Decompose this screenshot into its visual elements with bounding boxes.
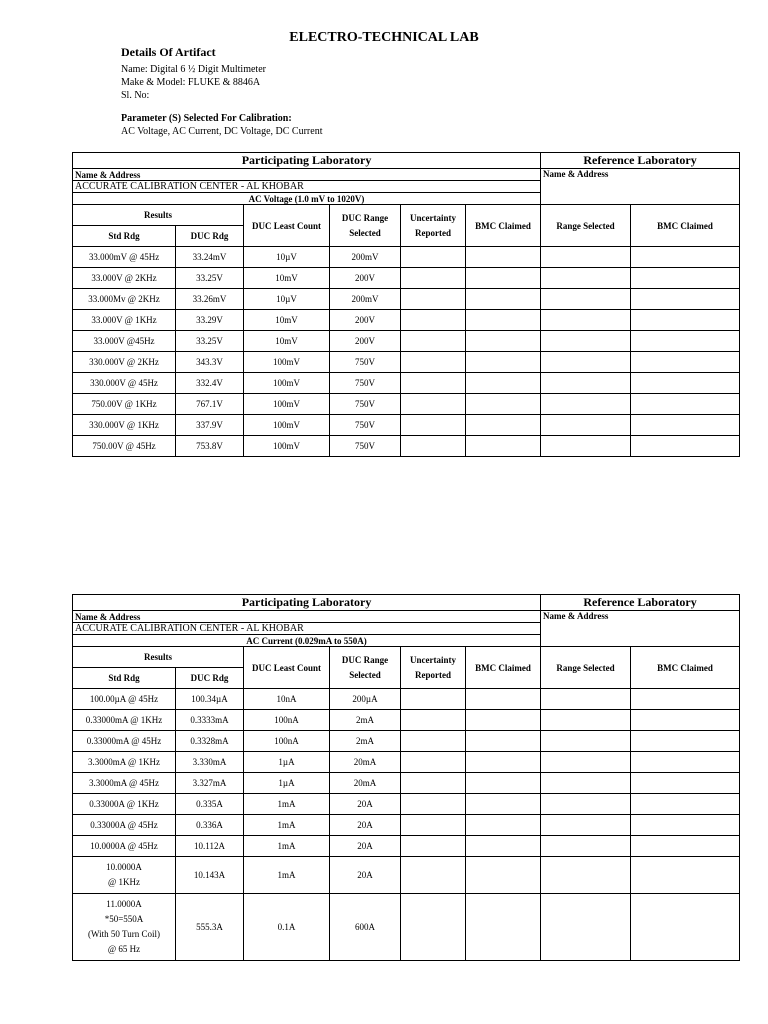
duc-rdg-cell: 3.327mA [176,773,244,794]
table-row [73,773,740,794]
table-row [73,352,740,373]
range-cell: 20A [330,794,401,815]
reference-bmc-cell [631,894,740,961]
range-cell: 200V [330,268,401,289]
range-cell: 20mA [330,752,401,773]
least-count-cell: 100nA [244,731,330,752]
range-cell: 2mA [330,731,401,752]
duc-rdg-cell: 33.29V [176,310,244,331]
table-row [73,289,740,310]
range-selected-cell [541,247,631,268]
duc-rdg-cell: 0.3328mA [176,731,244,752]
calibration-table-ac-current [72,594,740,961]
range-selected-cell [541,331,631,352]
reference-bmc-header: BMC Claimed [631,205,740,247]
range-cell: 750V [330,352,401,373]
std-rdg-cell: 100.00µA @ 45Hz [73,689,176,710]
table-row [73,794,740,815]
name-address-label: Name & Address [73,169,541,181]
table-row [73,815,740,836]
reference-bmc-cell [631,247,740,268]
reference-bmc-cell [631,415,740,436]
bmc-cell [466,310,541,331]
std-rdg-cell: 0.33000mA @ 1KHz [73,710,176,731]
uncertainty-cell [401,731,466,752]
reference-lab-header: Reference Laboratory [541,153,740,169]
uncertainty-cell [401,268,466,289]
table-row [73,710,740,731]
range-selected-cell [541,752,631,773]
uncertainty-cell [401,815,466,836]
least-count-cell: 100mV [244,352,330,373]
bmc-cell [466,373,541,394]
bmc-cell [466,247,541,268]
reference-bmc-cell [631,394,740,415]
duc-rdg-cell: 343.3V [176,352,244,373]
bmc-cell [466,331,541,352]
reference-bmc-cell [631,857,740,894]
range-selected-cell [541,415,631,436]
std-rdg-line: *50=550A [104,914,144,924]
bmc-cell [466,773,541,794]
std-rdg-cell: 3.3000mA @ 45Hz [73,773,176,794]
least-count-cell: 1µA [244,752,330,773]
bmc-cell [466,857,541,894]
range-selected-cell [541,731,631,752]
least-count-cell: 1µA [244,773,330,794]
reference-bmc-cell [631,794,740,815]
duc-rdg-cell: 767.1V [176,394,244,415]
std-rdg-cell: 0.33000A @ 45Hz [73,815,176,836]
range-cell: 20mA [330,773,401,794]
range-cell: 200V [330,331,401,352]
duc-rdg-cell: 555.3A [176,894,244,961]
reference-lab-header: Reference Laboratory [541,595,740,611]
reference-bmc-cell [631,268,740,289]
std-rdg-cell: 330.000V @ 1KHz [73,415,176,436]
range-cell: 200mV [330,289,401,310]
least-count-cell: 10nA [244,689,330,710]
table-row [73,894,740,961]
least-count-cell: 10mV [244,310,330,331]
std-rdg-cell: 33.000V @ 2KHz [73,268,176,289]
range-cell: 750V [330,394,401,415]
std-rdg-cell: 10.0000A @ 45Hz [73,836,176,857]
reference-name-address-label: Name & Address [541,611,740,647]
calibration-table-ac-voltage [72,152,740,457]
range-selected-header: Range Selected [541,647,631,689]
uncertainty-cell [401,836,466,857]
name-address-label: Name & Address [73,611,541,623]
reference-bmc-cell [631,352,740,373]
reference-bmc-cell [631,373,740,394]
range-selected-cell [541,794,631,815]
bmc-cell [466,815,541,836]
reference-bmc-cell [631,689,740,710]
bmc-cell [466,836,541,857]
least-count-cell: 1mA [244,815,330,836]
duc-rdg-header: DUC Rdg [176,668,244,689]
duc-rdg-cell: 33.25V [176,331,244,352]
std-rdg-line: 11.0000A [106,899,142,909]
range-selected-cell [541,836,631,857]
parameter-range: AC Voltage (1.0 mV to 1020V) [73,193,541,205]
least-count-cell: 10mV [244,331,330,352]
range-selected-cell [541,394,631,415]
table-row [73,394,740,415]
std-rdg-cell: 33.000V @45Hz [73,331,176,352]
std-rdg-cell [73,857,176,894]
range-selected-cell [541,352,631,373]
results-header: Results [73,647,244,668]
least-count-cell: 100mV [244,373,330,394]
range-selected-header: Range Selected [541,205,631,247]
artifact-details [121,46,322,138]
reference-bmc-cell [631,731,740,752]
artifact-sl-no: Sl. No: [121,90,150,101]
table-row [73,310,740,331]
uncertainty-cell [401,373,466,394]
duc-rdg-cell: 0.3333mA [176,710,244,731]
std-rdg-cell: 330.000V @ 2KHz [73,352,176,373]
uncertainty-header: Uncertainty Reported [401,205,466,247]
std-rdg-header: Std Rdg [73,226,176,247]
least-count-cell: 0.1A [244,894,330,961]
range-cell: 750V [330,436,401,457]
reference-name-address-label: Name & Address [541,169,740,205]
range-cell: 600A [330,894,401,961]
reference-bmc-cell [631,773,740,794]
reference-bmc-cell [631,331,740,352]
duc-rdg-cell: 3.330mA [176,752,244,773]
std-rdg-cell: 33.000Mv @ 2KHz [73,289,176,310]
least-count-cell: 100mV [244,436,330,457]
reference-bmc-header: BMC Claimed [631,647,740,689]
range-selected-cell [541,289,631,310]
std-rdg-cell: 33.000V @ 1KHz [73,310,176,331]
organization-name: ACCURATE CALIBRATION CENTER - AL KHOBAR [73,181,541,193]
bmc-cell [466,894,541,961]
range-cell: 750V [330,415,401,436]
range-cell: 750V [330,373,401,394]
duc-rdg-cell: 0.336A [176,815,244,836]
least-count-cell: 10mV [244,268,330,289]
least-count-cell: 100mV [244,394,330,415]
std-rdg-header: Std Rdg [73,668,176,689]
bmc-header: BMC Claimed [466,205,541,247]
std-rdg-line: @ 65 Hz [107,944,141,954]
range-selected-cell [541,436,631,457]
uncertainty-cell [401,289,466,310]
bmc-cell [466,289,541,310]
least-count-cell: 10µV [244,247,330,268]
participating-lab-header: Participating Laboratory [73,153,541,169]
range-selected-cell [541,773,631,794]
bmc-header: BMC Claimed [466,647,541,689]
bmc-cell [466,436,541,457]
uncertainty-cell [401,752,466,773]
bmc-cell [466,268,541,289]
parameter-range: AC Current (0.029mA to 550A) [73,635,541,647]
range-header: DUC Range Selected [330,647,401,689]
duc-rdg-cell: 33.25V [176,268,244,289]
uncertainty-cell [401,710,466,731]
range-selected-cell [541,815,631,836]
uncertainty-cell [401,247,466,268]
reference-bmc-cell [631,289,740,310]
least-count-cell: 1mA [244,857,330,894]
range-cell: 20A [330,836,401,857]
least-count-cell: 10µV [244,289,330,310]
uncertainty-cell [401,857,466,894]
bmc-cell [466,415,541,436]
reference-bmc-cell [631,836,740,857]
table-row [73,247,740,268]
table-row [73,436,740,457]
least-count-header: DUC Least Count [244,205,330,247]
range-cell: 2mA [330,710,401,731]
duc-rdg-cell: 337.9V [176,415,244,436]
std-rdg-line: @ 1KHz [107,877,141,887]
least-count-cell: 100nA [244,710,330,731]
bmc-cell [466,752,541,773]
uncertainty-cell [401,310,466,331]
std-rdg-cell: 3.3000mA @ 1KHz [73,752,176,773]
uncertainty-cell [401,436,466,457]
parameter-heading: Parameter (S) Selected For Calibration: [121,113,292,124]
uncertainty-cell [401,352,466,373]
range-selected-cell [541,710,631,731]
std-rdg-cell: 33.000mV @ 45Hz [73,247,176,268]
std-rdg-cell [73,894,176,961]
table-row [73,689,740,710]
range-selected-cell [541,268,631,289]
duc-rdg-header: DUC Rdg [176,226,244,247]
table-row [73,731,740,752]
artifact-name: Name: Digital 6 ½ Digit Multimeter [121,64,266,75]
range-cell: 200V [330,310,401,331]
reference-bmc-cell [631,752,740,773]
duc-rdg-cell: 10.112A [176,836,244,857]
table-row [73,415,740,436]
table-row [73,268,740,289]
duc-rdg-cell: 0.335A [176,794,244,815]
reference-bmc-cell [631,310,740,331]
table-row [73,857,740,894]
table-row [73,331,740,352]
duc-rdg-cell: 753.8V [176,436,244,457]
range-selected-cell [541,894,631,961]
uncertainty-cell [401,773,466,794]
results-header: Results [73,205,244,226]
std-rdg-cell: 0.33000mA @ 45Hz [73,731,176,752]
least-count-header: DUC Least Count [244,647,330,689]
std-rdg-cell: 750.00V @ 45Hz [73,436,176,457]
std-rdg-cell: 330.000V @ 45Hz [73,373,176,394]
table-row [73,373,740,394]
std-rdg-line: 10.0000A [106,862,142,872]
parameter-list: AC Voltage, AC Current, DC Voltage, DC Current [121,126,323,137]
least-count-cell: 1mA [244,836,330,857]
page-title: ELECTRO-TECHNICAL LAB [289,30,479,45]
duc-rdg-cell: 100.34µA [176,689,244,710]
uncertainty-cell [401,415,466,436]
range-selected-cell [541,310,631,331]
bmc-cell [466,731,541,752]
range-selected-cell [541,857,631,894]
table-row [73,836,740,857]
std-rdg-cell: 750.00V @ 1KHz [73,394,176,415]
uncertainty-cell [401,894,466,961]
range-cell: 20A [330,815,401,836]
bmc-cell [466,794,541,815]
uncertainty-cell [401,331,466,352]
duc-rdg-cell: 332.4V [176,373,244,394]
uncertainty-cell [401,689,466,710]
least-count-cell: 1mA [244,794,330,815]
reference-bmc-cell [631,815,740,836]
artifact-make-model: Make & Model: FLUKE & 8846A [121,77,261,88]
reference-bmc-cell [631,436,740,457]
organization-name: ACCURATE CALIBRATION CENTER - AL KHOBAR [73,623,541,635]
range-cell: 200mV [330,247,401,268]
bmc-cell [466,352,541,373]
bmc-cell [466,710,541,731]
std-rdg-line: (With 50 Turn Coil) [88,929,160,939]
range-selected-cell [541,373,631,394]
bmc-cell [466,689,541,710]
artifact-heading: Details Of Artifact [121,45,216,59]
duc-rdg-cell: 33.26mV [176,289,244,310]
range-header: DUC Range Selected [330,205,401,247]
uncertainty-header: Uncertainty Reported [401,647,466,689]
reference-bmc-cell [631,710,740,731]
duc-rdg-cell: 33.24mV [176,247,244,268]
duc-rdg-cell: 10.143A [176,857,244,894]
least-count-cell: 100mV [244,415,330,436]
range-selected-cell [541,689,631,710]
range-cell: 200µA [330,689,401,710]
uncertainty-cell [401,794,466,815]
range-cell: 20A [330,857,401,894]
uncertainty-cell [401,394,466,415]
bmc-cell [466,394,541,415]
std-rdg-cell: 0.33000A @ 1KHz [73,794,176,815]
table-row [73,752,740,773]
participating-lab-header: Participating Laboratory [73,595,541,611]
